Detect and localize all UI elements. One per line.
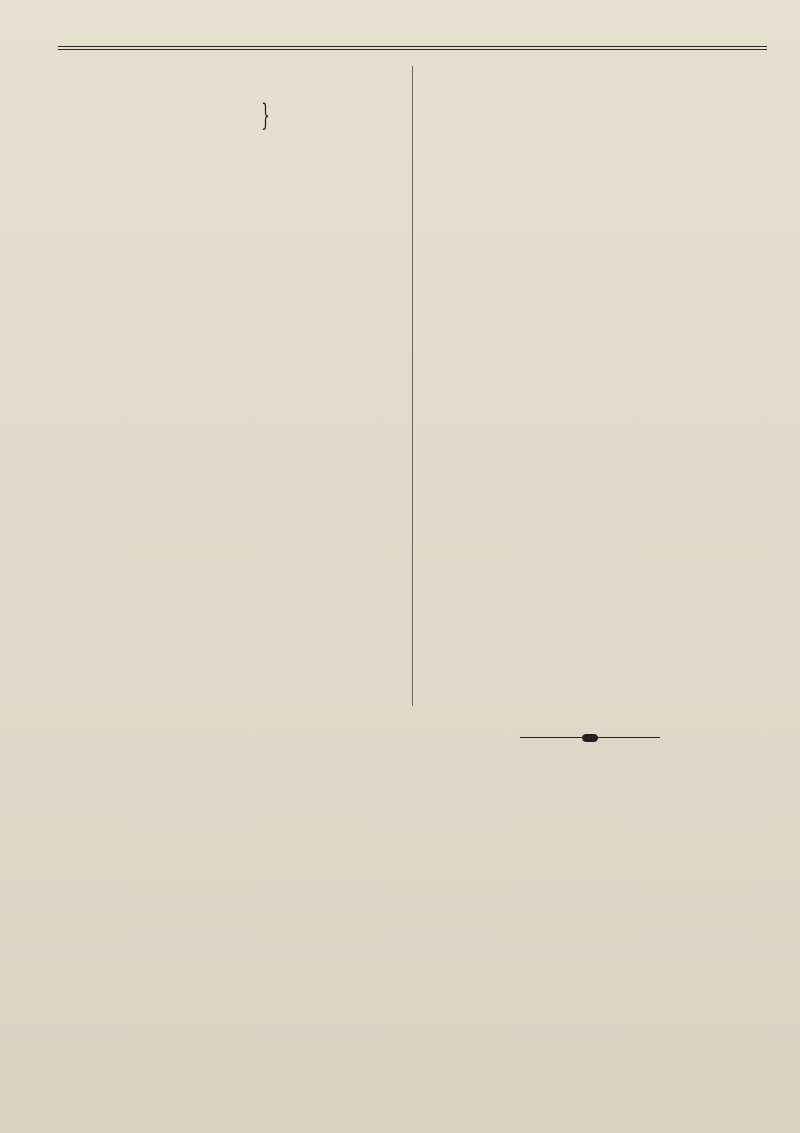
column-divider <box>412 66 413 706</box>
ornament-dot <box>582 734 598 742</box>
prescription-formula <box>60 100 404 138</box>
end-ornament <box>520 735 660 741</box>
left-column <box>60 70 404 146</box>
formula-quantity <box>274 108 281 124</box>
brace-icon: } <box>261 98 270 133</box>
header-rule <box>58 46 767 47</box>
header-rule-thin <box>58 49 767 50</box>
